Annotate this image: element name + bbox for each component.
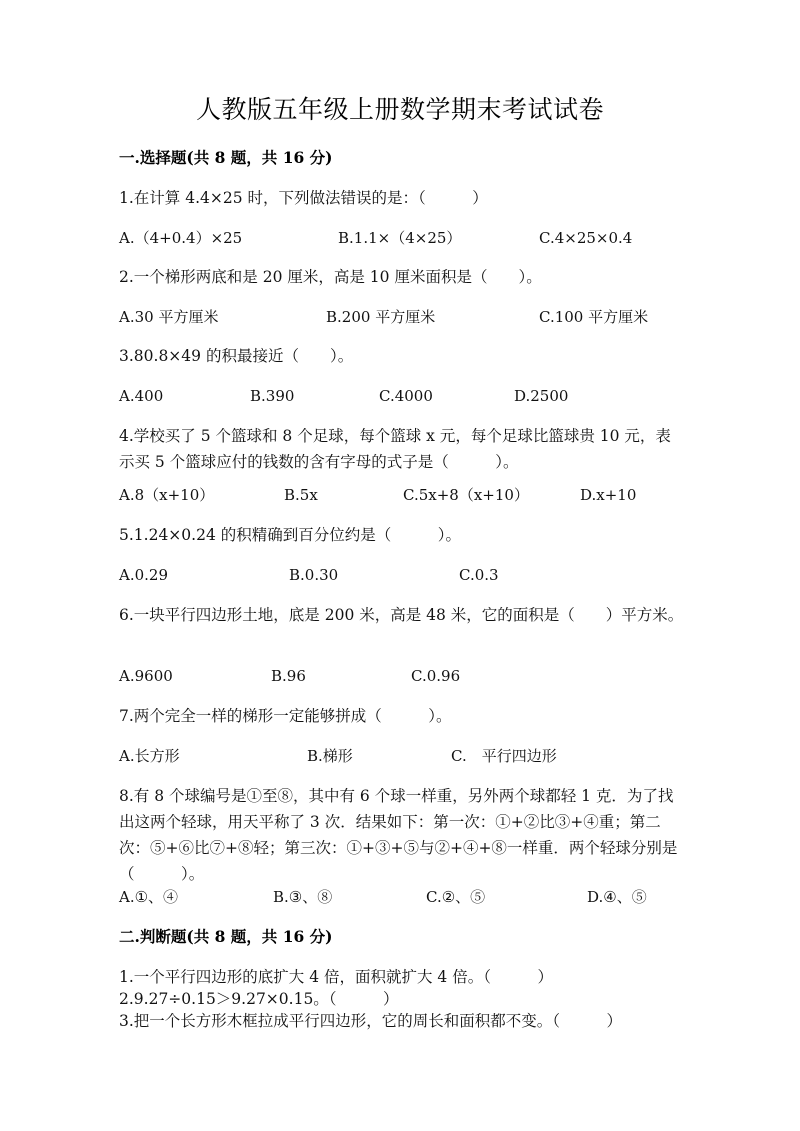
option-d: D.④、⑤ bbox=[587, 888, 647, 906]
question-8-options bbox=[119, 886, 689, 908]
option-a: A.0.29 bbox=[119, 566, 168, 584]
question-5: 5.1.24×0.24 的积精确到百分位约是（ ）。 bbox=[119, 526, 461, 544]
question-6: 6.一块平行四边形土地，底是 200 米，高是 48 米，它的面积是（ ）平方米。 bbox=[119, 606, 684, 624]
option-c: C.0.96 bbox=[411, 667, 461, 685]
option-a: A.9600 bbox=[119, 667, 173, 685]
question-7: 7.两个完全一样的梯形一定能够拼成（ ）。 bbox=[119, 707, 452, 725]
judgment-item-1: 1.一个平行四边形的底扩大 4 倍，面积就扩大 4 倍。（ ） bbox=[119, 968, 553, 986]
option-c: C.②、⑤ bbox=[426, 888, 486, 906]
page-title: 人教版五年级上册数学期末考试试卷 bbox=[195, 95, 604, 124]
judgment-item-2: 2.9.27÷0.15＞9.27×0.15。（ ） bbox=[119, 990, 399, 1008]
judgment-item-3: 3.把一个长方形木框拉成平行四边形，它的周长和面积都不变。（ ） bbox=[119, 1012, 623, 1030]
question-4: 4.学校买了 5 个篮球和 8 个足球，每个篮球 x 元，每个足球比篮球贵 10 元，表示买 5 个篮球应付的钱数的含有字母的式子是（ ）。 bbox=[119, 427, 671, 471]
option-c: C.100 平方厘米 bbox=[539, 308, 649, 326]
question-5-options bbox=[119, 564, 689, 586]
option-a: A.长方形 bbox=[119, 747, 180, 765]
option-b: B.③、⑧ bbox=[273, 888, 333, 906]
question-4-options bbox=[119, 484, 689, 506]
option-c: C.5x+8（x+10） bbox=[403, 486, 529, 504]
option-b: B.1.1×（4×25） bbox=[338, 229, 462, 247]
option-b: B.5x bbox=[284, 486, 318, 504]
option-a: A.8（x+10） bbox=[119, 486, 215, 504]
section-heading-judgment: 二.判断题(共 8 题，共 16 分) bbox=[119, 927, 333, 946]
option-b: B.0.30 bbox=[289, 566, 339, 584]
question-2: 2.一个梯形两底和是 20 厘米，高是 10 厘米面积是（ ）。 bbox=[119, 268, 542, 286]
option-b: B.梯形 bbox=[307, 747, 353, 765]
option-d: D.x+10 bbox=[580, 486, 637, 504]
question-6-options bbox=[119, 665, 689, 687]
question-7-options bbox=[119, 745, 689, 767]
question-1-options bbox=[119, 227, 689, 249]
option-c: C.4000 bbox=[379, 387, 433, 405]
question-8: 8.有 8 个球编号是①至⑧，其中有 6 个球一样重，另外两个球都轻 1 克．为了找出这两个轻球，用天平称了 3 次．结果如下：第一次：①+②比③+④重；第二次：⑤+⑥比⑦+⑧轻；第三次：①+③+⑤与②+④+⑧一样重．两个轻球分别是（ ）。 bbox=[119, 787, 678, 883]
question-3-options bbox=[119, 385, 689, 407]
question-2-options bbox=[119, 306, 689, 328]
option-c: C.0.3 bbox=[459, 566, 499, 584]
question-3: 3.80.8×49 的积最接近（ ）。 bbox=[119, 347, 354, 365]
option-b: B.390 bbox=[250, 387, 295, 405]
option-a: A.400 bbox=[119, 387, 164, 405]
option-a: A.30 平方厘米 bbox=[119, 308, 219, 326]
option-b: B.200 平方厘米 bbox=[326, 308, 436, 326]
option-c: C.4×25×0.4 bbox=[539, 229, 633, 247]
option-a: A.（4+0.4）×25 bbox=[119, 229, 243, 247]
option-a: A.①、④ bbox=[119, 888, 179, 906]
option-b: B.96 bbox=[271, 667, 306, 685]
section-heading-choice: 一.选择题(共 8 题，共 16 分) bbox=[119, 148, 333, 167]
option-c: C. 平行四边形 bbox=[451, 747, 557, 765]
question-1: 1.在计算 4.4×25 时，下列做法错误的是：（ ） bbox=[119, 189, 488, 207]
option-d: D.2500 bbox=[514, 387, 569, 405]
